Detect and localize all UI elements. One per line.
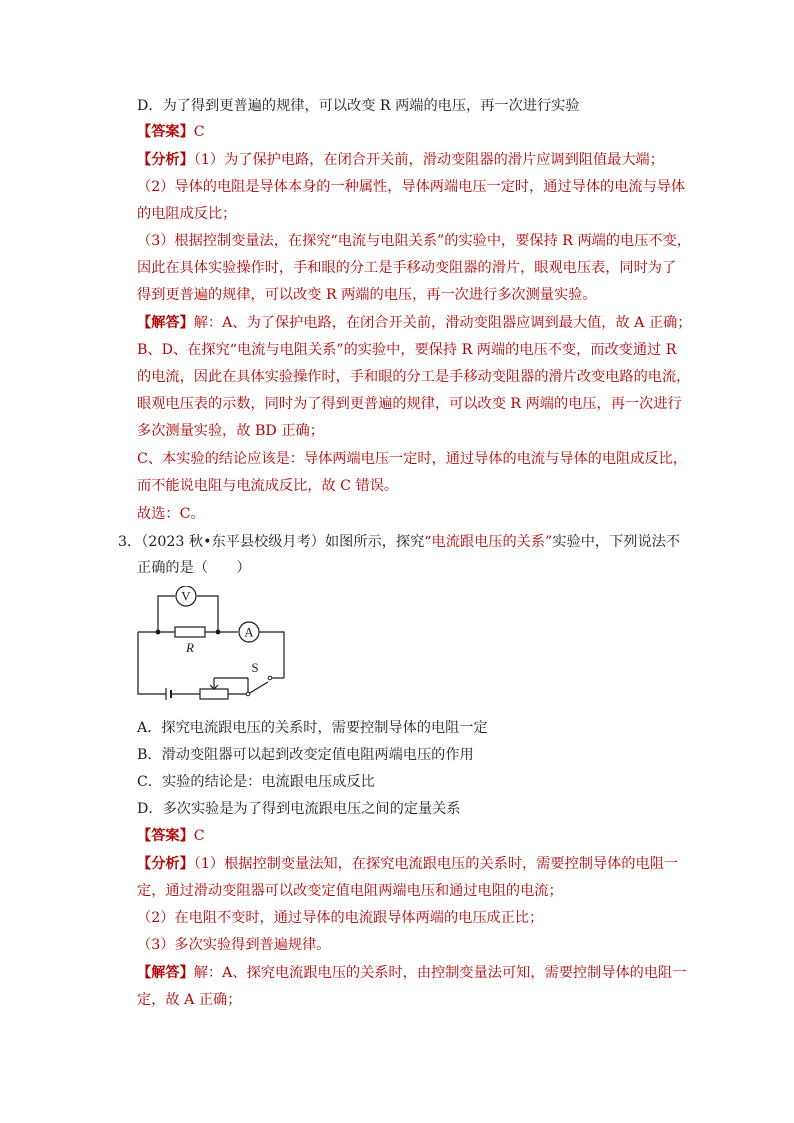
solution-line-5: 多次测量实验，故 BD 正确； [137, 423, 324, 439]
solution-line-4: 眼观电压表的示数，同时为了得到更普遍的规律，可以改变 R 两端的电压，再一次进行 [137, 396, 682, 412]
answer-value-q3: C [193, 828, 205, 844]
solution-line-7: 而不能说电阻与电流成反比，故 C 错误。 [137, 478, 399, 494]
option-b: B．滑动变阻器可以起到改变定值电阻两端电压的作用 [137, 747, 474, 763]
final-choice: 故选：C。 [137, 506, 205, 522]
rheostat-box [200, 689, 228, 699]
analysis-q3-line-2: 定，通过滑动变阻器可以改变定值电阻两端电压和通过电阻的电流； [137, 883, 563, 899]
switch-contact-left [246, 692, 250, 696]
analysis-q3-line-3: （2）在电阻不变时，通过导体的电流跟导体两端的电压成正比； [137, 910, 544, 926]
solution-q3-line-2: 定，故 A 正确； [137, 992, 242, 1008]
analysis-text-q3: （1）根据控制变量法知，在探究电流跟电压的关系时，需要控制导体的电阻一 [193, 856, 679, 872]
solution-line-6: C、本实验的结论应该是：导体两端电压一定时，通过导体的电流与导体的电阻成反比， [137, 451, 687, 467]
analysis-line-6: 得到更普遍的规律，可以改变 R 两端的电压，再一次进行多次测量实验。 [137, 287, 597, 303]
analysis-line-2: （2）导体的电阻是导体本身的一种属性，导体两端电压一定时，通过导体的电流与导体 [137, 179, 686, 195]
solution-part-1: B、D、在探究 [137, 342, 230, 358]
analysis-line-5: 因此在具体实验操作时，手和眼的分工是手移动变阻器的滑片，眼观电压表，同时为了 [137, 260, 677, 276]
option-c: C．实验的结论是：电流跟电压成反比 [137, 774, 375, 790]
solution-line-1 [137, 313, 691, 333]
voltmeter-wire-left [158, 596, 175, 632]
option-d-q3: D．多次实验是为了得到电流跟电压之间的定量关系 [137, 801, 461, 817]
solution-tag: 【解答】 [137, 315, 194, 331]
analysis-line-3: 的电阻成反比； [137, 206, 237, 222]
junction-dot-left [156, 630, 161, 635]
right-wire [259, 632, 284, 678]
analysis-tag: 【分析】 [137, 152, 194, 168]
question-3-line-1 [118, 532, 680, 552]
analysis-tag-q3: 【分析】 [137, 856, 194, 872]
switch-contact-right [268, 676, 272, 680]
resistor-label: R [186, 640, 194, 655]
solution-text: 解：A、为了保护电路，在闭合开关前，滑动变阻器应调到最大值，故 A 正确； [193, 315, 692, 331]
question-3-part-1: 3．（2023 秋•东平县校级月考）如图所示，探究 [118, 534, 425, 550]
ammeter-label: A [244, 624, 254, 640]
solution-part-2: 的实验中，要保持 R 两端的电压不变，而改变通过 R [343, 342, 677, 358]
question-3-quote: “电流跟电压的关系” [424, 534, 553, 550]
option-d: D．为了得到更普遍的规律，可以改变 R 两端的电压，再一次进行实验 [137, 98, 580, 114]
resistor-box [175, 627, 205, 637]
analysis-q3-line-1 [137, 854, 678, 874]
question-3-line-2: 正确的是（ ） [137, 560, 251, 576]
answer-tag: 【答案】 [137, 124, 194, 140]
analysis-q3-line-4: （3）多次实验得到普遍规律。 [137, 937, 331, 953]
switch-label: S [251, 660, 259, 675]
answer-tag-q3: 【答案】 [137, 828, 194, 844]
answer-value: C [193, 124, 205, 140]
solution-text-q3: 解：A、探究电流跟电压的关系时，由控制变量法可知，需要控制导体的电阻一 [193, 965, 687, 981]
solution-line-3: 的电流，因此在具体实验操作时，手和眼的分工是手移动变阻器的滑片改变电路的电流， [137, 369, 691, 385]
voltmeter-label: V [181, 588, 191, 604]
solution-tag-q3: 【解答】 [137, 965, 194, 981]
analysis-line-4: （3）根据控制变量法，在探究“电流与电阻关系”的实验中，要保持 R 两端的电压不变， [137, 233, 691, 249]
left-wire [138, 632, 166, 694]
solution-line-2 [137, 340, 676, 360]
solution-q3-line-1 [137, 963, 686, 983]
option-a: A．探究电流跟电压的关系时，需要控制导体的电阻一定 [137, 720, 488, 736]
solution-quote: “电流与电阻关系” [229, 342, 344, 358]
answer-line-q3 [137, 826, 205, 846]
switch-blade [248, 682, 268, 694]
analysis-line-1 [137, 150, 664, 170]
circuit-diagram [130, 586, 300, 706]
junction-dot-right [216, 630, 221, 635]
analysis-text: （1）为了保护电路，在闭合开关前，滑动变阻器的滑片应调到阻值最大端； [193, 152, 664, 168]
question-3-part-2: 实验中，下列说法不 [552, 534, 681, 550]
answer-line [137, 122, 205, 142]
